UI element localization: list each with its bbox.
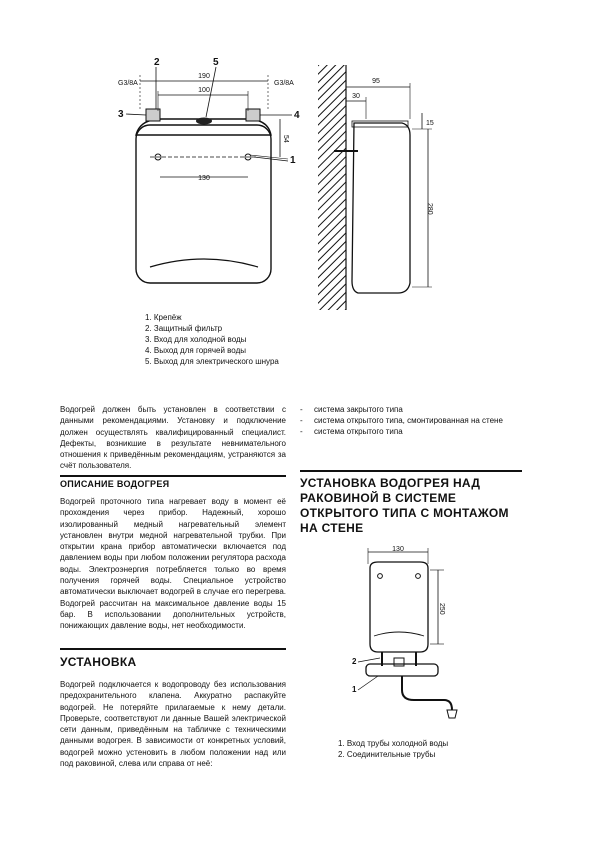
over-sink-diagram [348,540,468,730]
dim-130: 130 [198,175,210,182]
parts-legend [145,312,445,367]
dim-190: 190 [198,73,210,80]
side-view-diagram [318,65,448,310]
callout-2: 2 [352,657,357,666]
heater-bottom-cover [150,259,258,267]
list-item: - система открытого типа, смонтированная на стене [300,415,522,426]
heater-body [370,562,428,652]
intro-paragraph: Водогрей должен быть установлен в соответствии с данными рекомендациями. Установку и подключение должен осуществлять квалифицированный специалист. Дефекты, возникшие в результате невнимательного отношения к приведённым рекомендациям, устраняются за счёт пользователя. [60,405,286,471]
description-heading: ОПИСАНИЕ ВОДОГРЕЯ [60,479,170,489]
front-view-diagram [110,55,310,295]
thread-left: G3/8A [118,80,138,87]
section-divider [60,475,286,477]
legend-item: 1. Крепёж [145,313,182,322]
dim-15: 15 [426,120,434,127]
heading-line: УСТАНОВКА ВОДОГРЕЯ НАД [300,476,481,490]
dim-30: 30 [352,93,360,100]
system-types-list [300,404,522,437]
tap-spout [402,676,452,710]
installation-heading: УСТАНОВКА [60,655,137,669]
heater-side-body [352,123,410,293]
callout-5: 5 [213,57,219,68]
description-text: Водогрей проточного типа нагревает воду в момент её прохождения через прибор. Надежный, хорошо изолированный медный нагревательный элемент установлен внутри медной нагревательной трубки. При открытии крана прибор автоматически включается под давлением воды при любом положении регулятора расхода воды. Электроэнергия потребляется только во время получения горячей воды. Специальное устройство автоматически выключает водогрей в случае его перегрева. Водогрей рассчитан на максимальное давление воды 15 бар. В использовании дополнительных устройств, понижающих давление воды, нет необходимости. [60,497,286,631]
section-divider [60,648,286,650]
dim-250: 250 [438,603,445,615]
installation-text: Водогрей подключается к водопроводу без использования предохранительного клапена. Аккуратно распакуйте водогрей. Не потеряйте прилагаемые к нему детали. Проверьте, соответствуют ли данные Вашей электрической сети данным, приведённым на табличке с техническими данными водогрея. В зависимости от конкретных условий, водогрей можно устеновить в любом положении над или под раковиной, слева или справа от неё: [60,680,286,769]
dim-280: 280 [426,203,433,215]
legend-item: 3. Вход для холодной воды [145,335,247,344]
thread-right: G3/8A [274,80,294,87]
sink-installation-heading [300,476,509,536]
callout-3: 3 [118,109,124,120]
section-divider [300,470,522,472]
list-item: - система закрытого типа [300,404,522,415]
callout-2: 2 [154,57,160,68]
dim-100: 100 [198,87,210,94]
heading-line: ОТКРЫТОГО ТИПА С МОНТАЖОМ [300,506,509,520]
dim-54: 54 [282,135,289,143]
legend-item: 2. Защитный фильтр [145,324,223,333]
dim-130: 130 [392,546,404,553]
list-item: - система открытого типа [300,426,522,437]
heading-line: РАКОВИНОЙ В СИСТЕМЕ [300,491,457,505]
legend-item: 2. Соединительные трубы [338,750,436,759]
cable-outlet [196,118,212,125]
legend-item: 4. Выход для горячей воды [145,346,246,355]
legend-item: 1. Вход трубы холодной воды [338,739,449,748]
dim-95: 95 [372,78,380,85]
legend-item: 5. Выход для электрического шнура [145,357,279,366]
callout-4: 4 [294,110,300,121]
sink-legend [338,738,538,760]
heading-line: НА СТЕНЕ [300,521,364,535]
callout-1: 1 [290,155,296,166]
callout-1: 1 [352,685,357,694]
